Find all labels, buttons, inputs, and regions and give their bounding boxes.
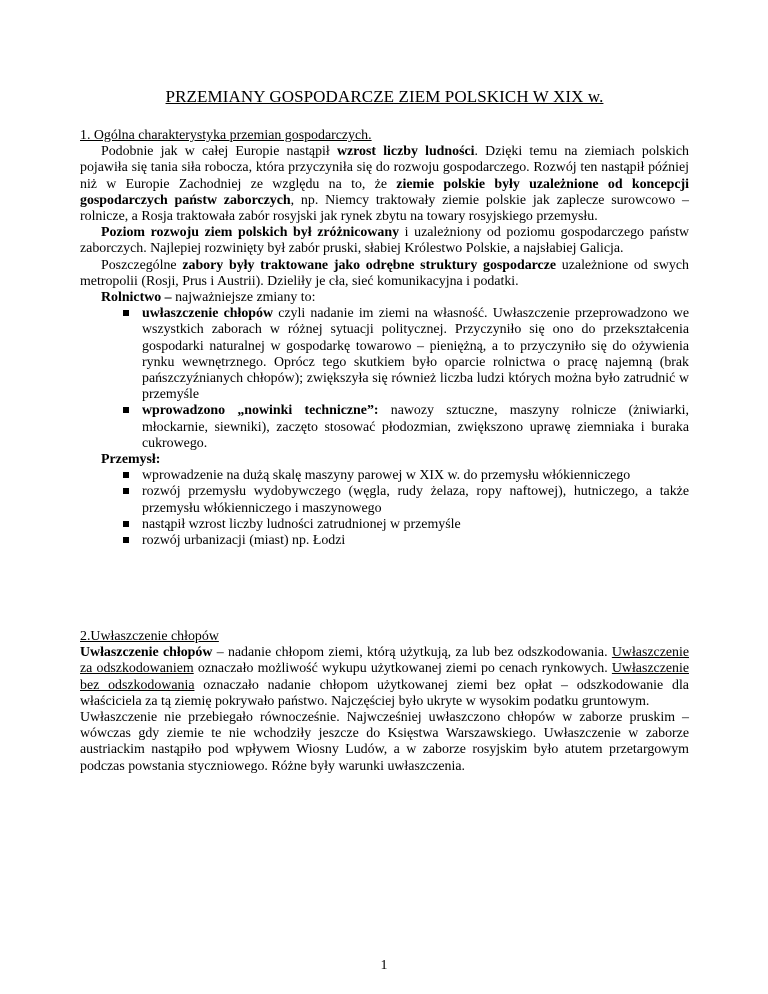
industry-list <box>142 468 689 549</box>
section-2 <box>80 629 689 775</box>
page-number: 1 <box>380 958 388 973</box>
paragraph-development-level: Poziom rozwoju ziem polskich był zróżnicowany i uzależniony od poziomu gospodarczego państw zaborczych. Najlepiej rozwinięty był zabór pruski, słabiej Królestwo Polskie, a najsłabiej Galicja. <box>80 225 689 257</box>
list-item: uwłaszczenie chłopów czyli nadanie im ziemi na własność. Uwłaszczenie przeprowadzono we wszystkich zaborach w różnej sytuacji politycznej. Przyczyniło się ono do przekształcenia gospodarki naturalnej w gospodarkę towarowo – pieniężną, a to przyczyniło się do ożywienia rynku wewnętrznego. Oprócz tego skutkiem było oparcie rolnictwa o pracę najemną (brak pańszczyźnianych chłopów); zwiększyła się również liczba ludzi których można było zatrudnić w przemyśle <box>142 306 689 403</box>
document-title: PRZEMIANY GOSPODARCZE ZIEM POLSKICH W XIX w. <box>165 87 604 106</box>
agriculture-heading: Rolnictwo – najważniejsze zmiany to: <box>101 290 316 306</box>
paragraph-partitions: Poszczególne zabory były traktowane jako odrębne struktury gospodarcze uzależnione od swych metropolii (Rosji, Prus i Austrii). Dzieliły je cła, sieć komunikacyjna i podatki. <box>80 257 689 289</box>
section-1 <box>80 128 689 549</box>
paragraph-enfranchisement-timing: Uwłaszczenie nie przebiegało równocześnie. Najwcześniej uwłaszczono chłopów w zaborze pruskim – wówczas gdy ziemie te nie wchodziły jeszcze do Księstwa Warszawskiego. Uwłaszczenie w zaborze austriackim nastąpiło pod wpływem Wiosny Ludów, a w zaborze rosyjskim było atutem przetargowym podczas powstania styczniowego. Różne były warunki uwłaszczenia. <box>80 710 689 774</box>
paragraph-population: Podobnie jak w całej Europie nastąpił wzrost liczby ludności. Dzięki temu na ziemiach polskich pojawiła się tania siła robocza, która przyczyniła się do rozwoju gospodarczego. Rozwój ten nastąpił później niż w Europie Zachodniej ze względu na to, że ziemie polskie były uzależnione od koncepcji gospodarczych państw zaborczych, np. Niemcy traktowały ziemie polskie jak zaplecze surowcowo – rolnicze, a Rosja traktowała zabór rosyjski jak rynek zbytu na towary rosyjskiego przemysłu. <box>80 144 689 225</box>
section-2-heading: 2.Uwłaszczenie chłopów <box>80 629 219 644</box>
list-item: wprowadzenie na dużą skalę maszyny parowej w XIX w. do przemysłu włókienniczego <box>142 468 689 484</box>
section-1-heading: 1. Ogólna charakterystyka przemian gospodarczych. <box>80 128 372 143</box>
list-item: rozwój urbanizacji (miast) np. Łodzi <box>142 533 689 549</box>
list-item: rozwój przemysłu wydobywczego (węgla, rudy żelaza, ropy naftowej), hutniczego, a także przemysłu włókienniczego i maszynowego <box>142 484 689 516</box>
paragraph-enfranchisement-definition: Uwłaszczenie chłopów – nadanie chłopom ziemi, którą użytkują, za lub bez odszkodowania. Uwłaszczenie za odszkodowaniem oznaczało możliwość wykupu użytkowanej ziemi po cenach rynkowych. Uwłaszczenie bez odszkodowania oznaczało nadanie chłopom użytkowanej ziemi bez opłat – odszkodowanie dla właściciela za tą ziemię pokrywało państwo. Najczęściej było ukryte w wysokim podatku gruntowym. <box>80 645 689 709</box>
list-item: wprowadzono „nowinki techniczne”: nawozy sztuczne, maszyny rolnicze (żniwiarki, młockarnie, siewniki), zaczęto stosować płodozmian, zwiększono uprawę ziemniaka i buraka cukrowego. <box>142 403 690 451</box>
list-item: nastąpił wzrost liczby ludności zatrudnionej w przemyśle <box>142 517 689 533</box>
agriculture-list <box>142 306 689 452</box>
industry-heading: Przemysł: <box>101 452 161 468</box>
